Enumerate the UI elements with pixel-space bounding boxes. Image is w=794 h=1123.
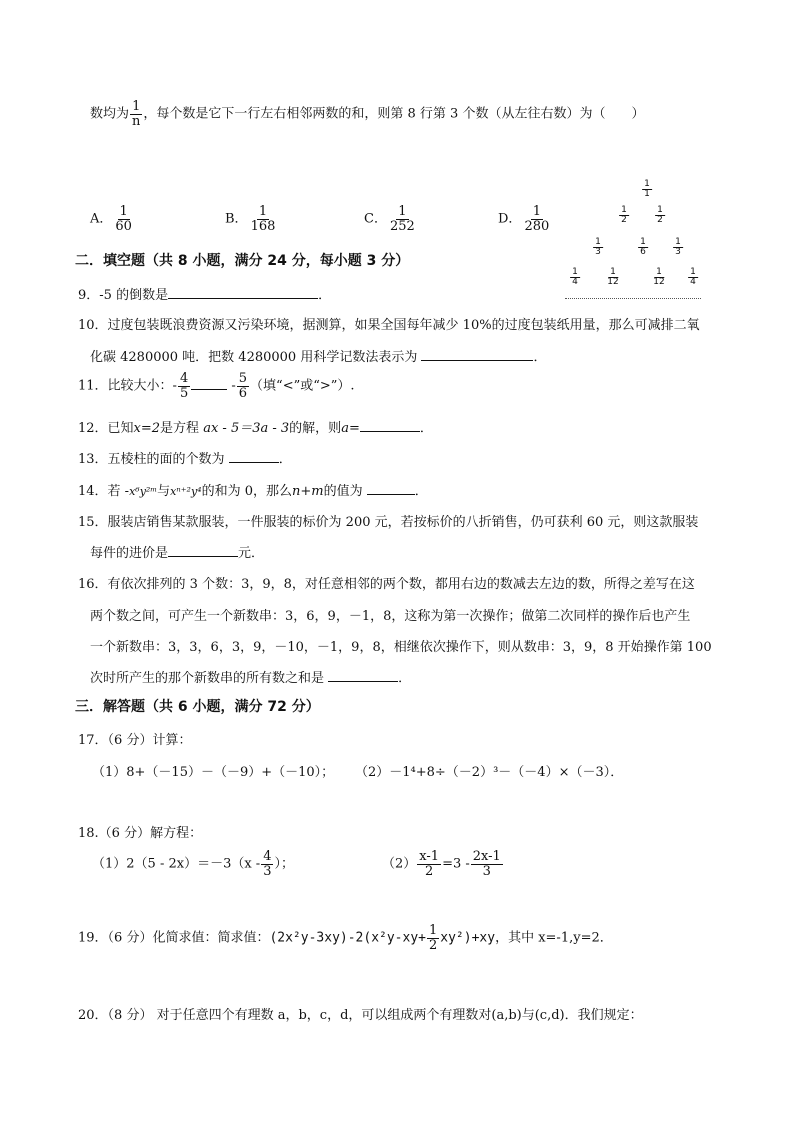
q14: 14．若 -x⁶y²ᵐ与xⁿ⁺²y⁴的和为 0，那么n+m的值为 ． <box>78 484 428 499</box>
q15-line1: 15．服装店销售某款服装，一件服装的标价为 200 元，若按标价的八折销售，仍可获利 60 元，则这款服装 <box>78 515 699 530</box>
section-3-heading: 三．解答题（共 6 小题，满分 72 分） <box>75 699 320 715</box>
option-b: B． $\frac{1}{168}$ <box>225 204 276 234</box>
dotted-line <box>565 298 701 299</box>
q16-line1: 16．有依次排列的 3 个数：3，9，8，对任意相邻的两个数，都用右边的数减去左边的数，所得之差写在这 <box>78 577 695 592</box>
option-c: C． $\frac{1}{252}$ <box>364 204 415 234</box>
option-d: D． $\frac{1}{280}$ <box>498 204 550 234</box>
q13: 13．五棱柱的面的个数为 ． <box>78 452 292 467</box>
q11: 11．比较大小：- $\frac{4}{5}$ - $\frac{5}{6}$ （填“<”或“>”）. <box>78 371 355 401</box>
q20: 20．（8 分） 对于任意四个有理数 a，b，c，d，可以组成两个有理数对(a,b)与(c,d)．我们规定： <box>78 1008 643 1023</box>
q19: 19．（6 分）化简求值：简求值：(2x²y-3xy)-2(x²y-xy+ $\frac{1}{2}$ xy²)+xy，其中 x=-1,y=2． <box>78 923 613 953</box>
q16-line3: 一个新数串：3，3，6，3，9，－10，－1，9，8，相继依次操作下，则从数串：3，9，8 开始操作第 100 <box>90 640 712 655</box>
section-2-heading: 二．填空题（共 8 小题，满分 24 分，每小题 3 分） <box>75 253 410 269</box>
option-a: A． $\frac{1}{60}$ <box>90 204 132 234</box>
q17: 17．（6 分）计算： <box>78 733 192 748</box>
q10-line1: 10．过度包装既浪费资源又污染环境，据测算，如果全国每年减少 10%的过度包装纸用量，那么可减排二氧 <box>78 318 700 333</box>
q15-line2: 每件的进价是 元． <box>90 546 265 561</box>
q17-part2: （2）－1⁴+8÷（－2）³－（－4）×（－3）． <box>355 765 624 780</box>
q12: 12．已知x=2是方程 ax - 5＝3a - 3的解，则a= ． <box>78 421 433 436</box>
q8-continuation: 数均为 $\frac{1}{n}$ ，每个数是它下一行左右相邻两数的和，则第 8 行第 3 个数（从左往右数）为（ ） <box>90 99 645 129</box>
q9: 9．-5 的倒数是 ． <box>78 288 332 303</box>
q18: 18.（6 分）解方程： <box>78 826 203 841</box>
harmonic-triangle-figure: $\frac{1}{1}$ $\frac{1}{2}$ $\frac{1}{2}$ $\frac{1}{3}$ $\frac{1}{6}$ $\frac{1}{3}$ $\frac{1}{4}$ $\frac{1}{12}$ $\frac{1}{12}$ $\frac{1}{4}$ <box>560 178 705 303</box>
q16-line2: 两个数之间，可产生一个新数串：3，6，9，－1，8，这称为第一次操作；做第二次同样的操作后也产生 <box>90 609 691 624</box>
q10-line2: 化碳 4280000 吨．把数 4280000 用科学记数法表示为 ． <box>90 350 547 365</box>
q17-part1: （1）8+（－15）－（－9）+（－10）； <box>92 765 335 780</box>
q18-part1: （1）2（5 - 2x）＝－3（x - $\frac{4}{3}$ ）； <box>92 849 294 879</box>
q18-part2: （2） $\frac{x-1}{2}$ =3 - $\frac{2x-1}{3}$ <box>382 849 501 879</box>
q16-line4: 次时所产生的那个新数串的所有数之和是 ． <box>90 671 412 686</box>
fraction: $\frac{1}{n}$ <box>132 99 141 129</box>
